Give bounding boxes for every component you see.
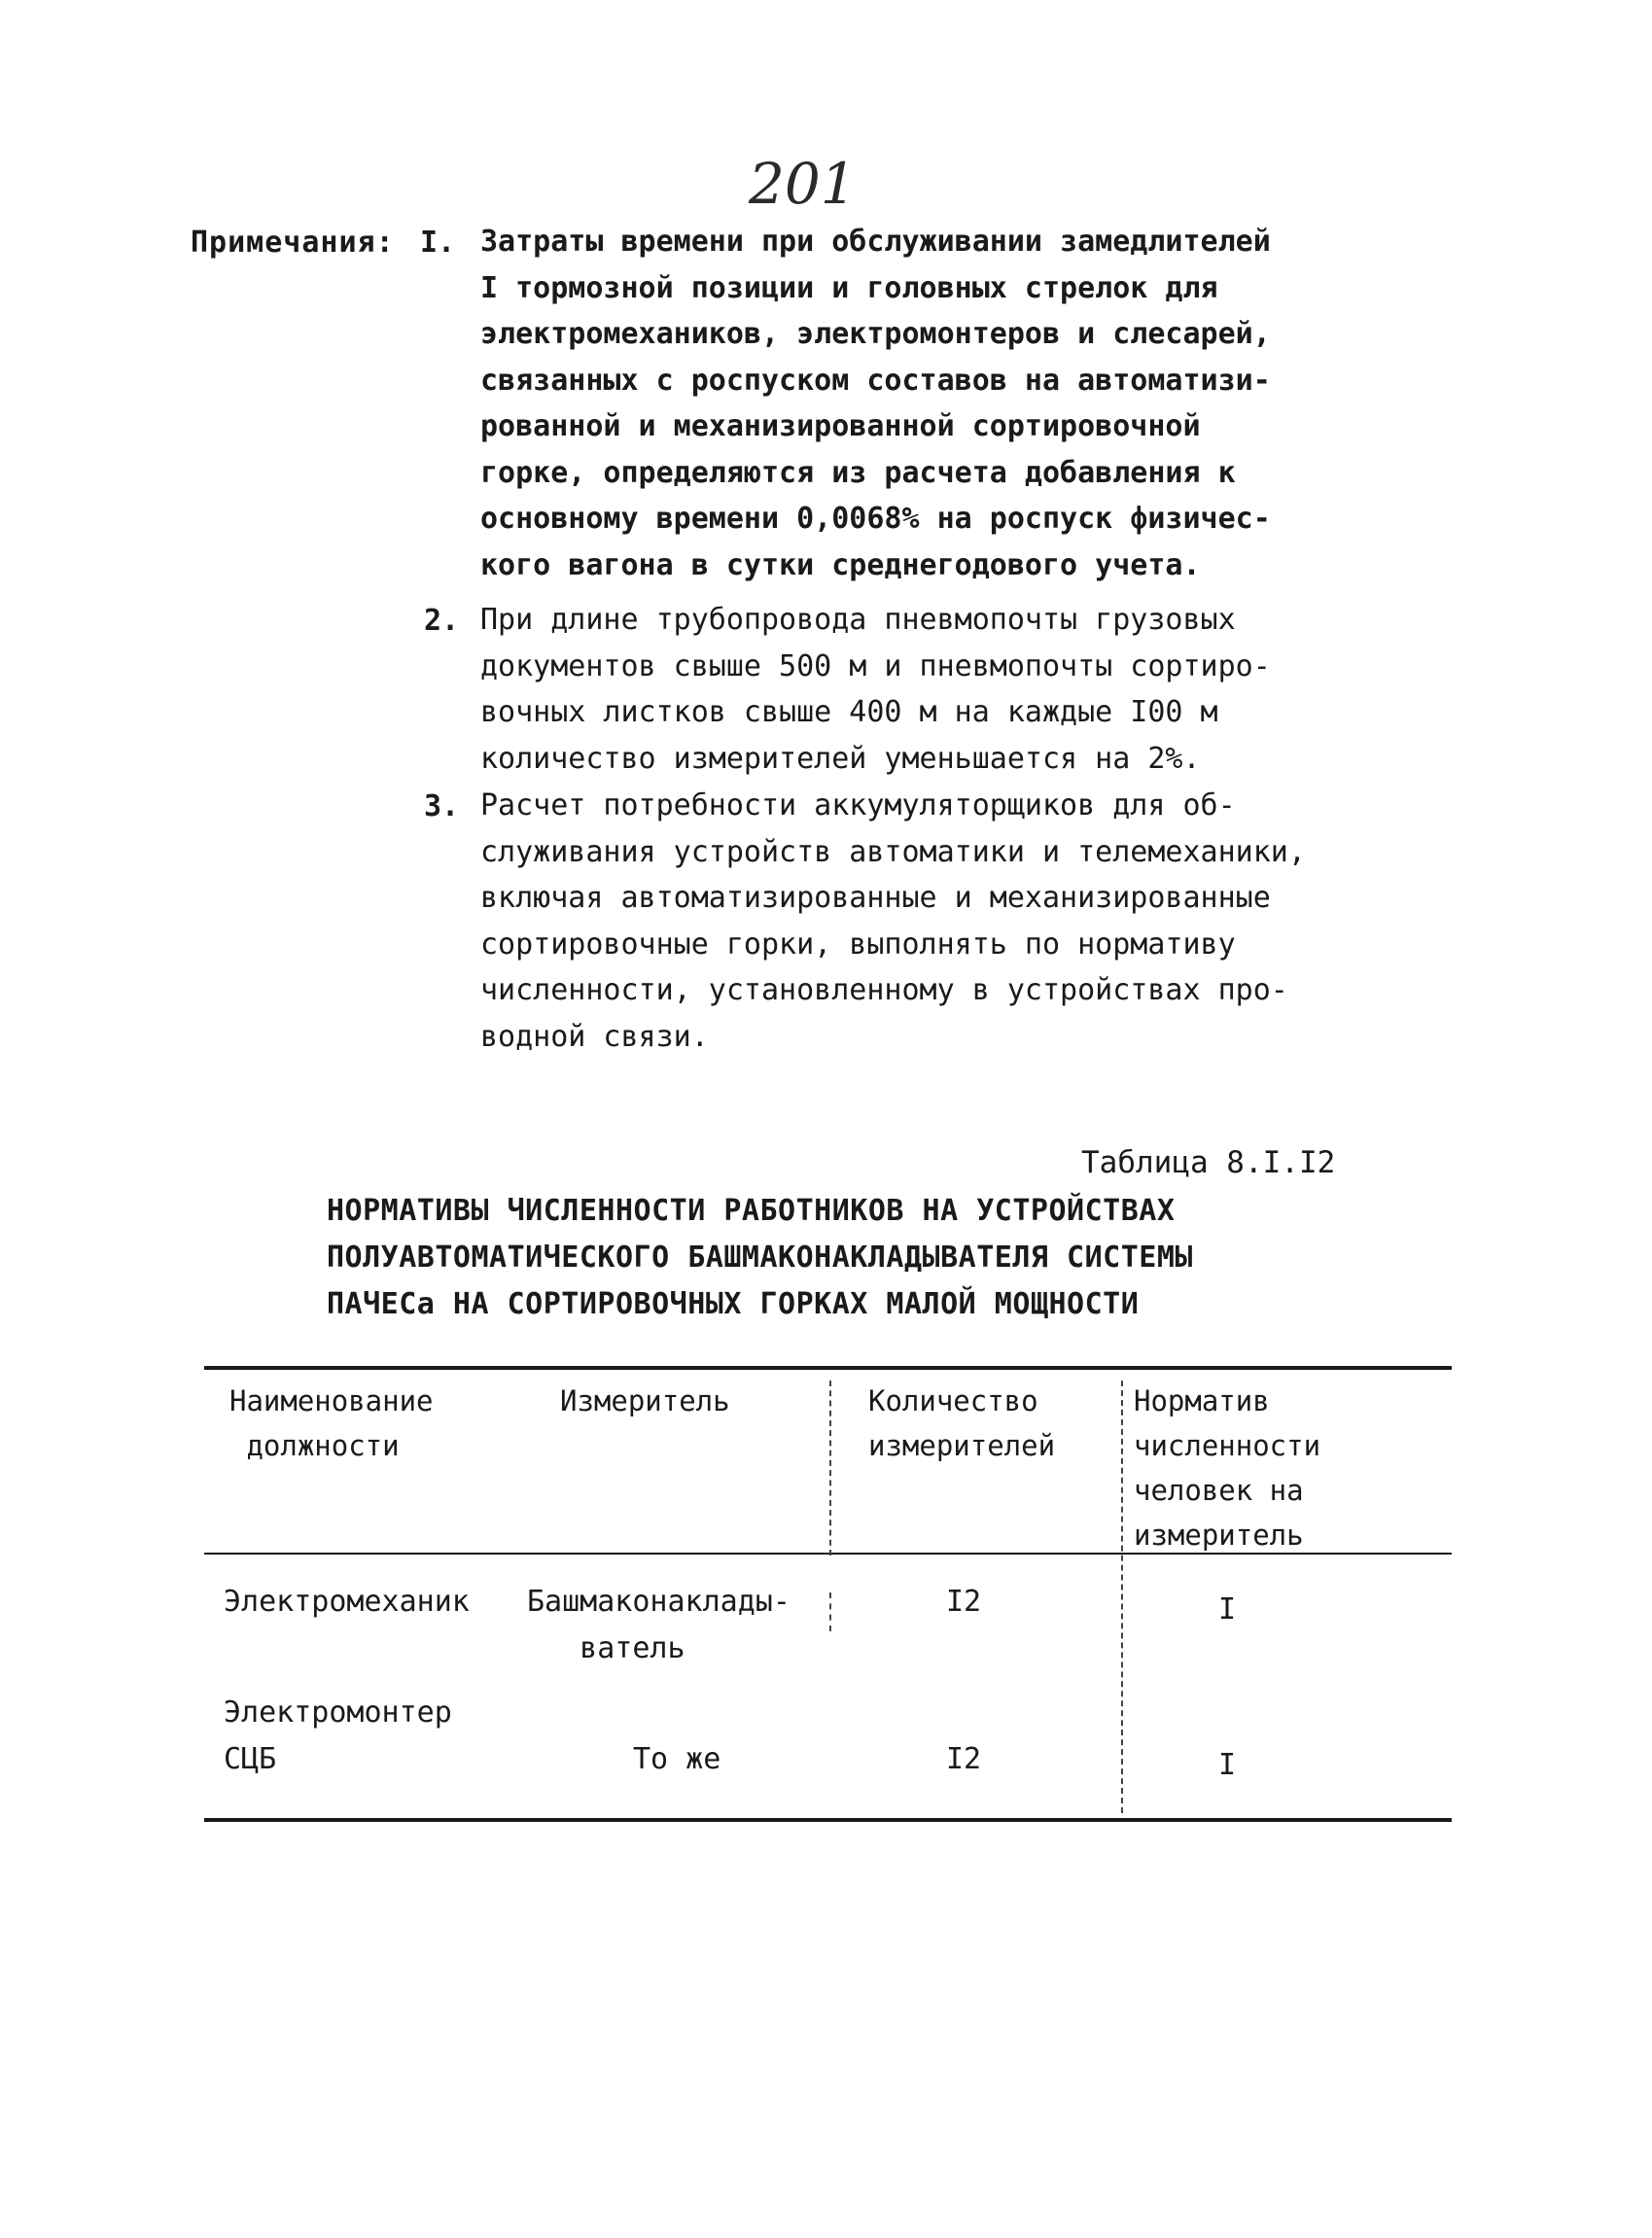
column-divider-2	[1121, 1381, 1123, 1813]
header-measure-count: Количество измерителей	[868, 1384, 1056, 1462]
note-1-number: I.	[420, 226, 456, 260]
header-measure: Измеритель	[560, 1384, 730, 1417]
column-divider-1-body	[829, 1592, 831, 1631]
note-2-text: При длине трубопровода пневмопочты грузовых документов свыше 500 м и пневмопочты сортиро- вочных листков свыше 400 м на каждые I00 м количество измерителей уменьшается на 2%.	[480, 603, 1271, 776]
table-label: Таблица 8.I.I2	[1081, 1145, 1336, 1180]
notes-label: Примечания:	[191, 226, 395, 260]
cell-headcount-norm: I	[1218, 1748, 1237, 1782]
cell-position: Электромонтер СЦБ	[224, 1696, 452, 1776]
page-number: 201	[749, 151, 857, 217]
note-3-number: 3.	[424, 789, 460, 823]
cell-measure: То же	[633, 1742, 721, 1776]
cell-headcount-norm: I	[1218, 1592, 1237, 1626]
table-title: НОРМАТИВЫ ЧИСЛЕННОСТИ РАБОТНИКОВ НА УСТРОЙСТВАХ ПОЛУАВТОМАТИЧЕСКОГО БАШМАКОНАКЛАДЫВАТЕЛЯ СИСТЕМЫ ПАЧЕСа НА СОРТИРОВОЧНЫХ ГОРКАХ МАЛОЙ МОЩНОСТИ	[327, 1194, 1193, 1321]
cell-measure-count: I2	[946, 1742, 982, 1776]
table-bottom-rule	[204, 1818, 1452, 1822]
cell-position: Электромеханик	[224, 1585, 470, 1619]
cell-measure-count: I2	[946, 1585, 982, 1619]
cell-measure: Башмаконаклады- ватель	[527, 1585, 791, 1665]
column-divider-1	[829, 1381, 831, 1556]
note-3-text: Расчет потребности аккумуляторщиков для об- служивания устройств автоматики и телемеханики, включая автоматизированные и механизированные сортировочные горки, выполнять по нормативу численности, установленному в устройствах про- водной связи.	[480, 788, 1306, 1054]
note-2-number: 2.	[424, 604, 460, 638]
note-1-text: Затраты времени при обслуживании замедлителей I тормозной позиции и головных стрелок для электромехаников, электромонтеров и слесарей, связанных с роспуском составов на автоматизи- рованной и механизированной сортировочной горке, определяются из расчета добавления к основному времени 0,0068% на роспуск физичес- кого вагона в сутки среднегодового учета.	[480, 225, 1271, 582]
table-top-rule	[204, 1366, 1452, 1370]
header-headcount-norm: Норматив численности человек на измеритель	[1134, 1384, 1321, 1552]
header-position: Наименование должности	[229, 1384, 434, 1462]
